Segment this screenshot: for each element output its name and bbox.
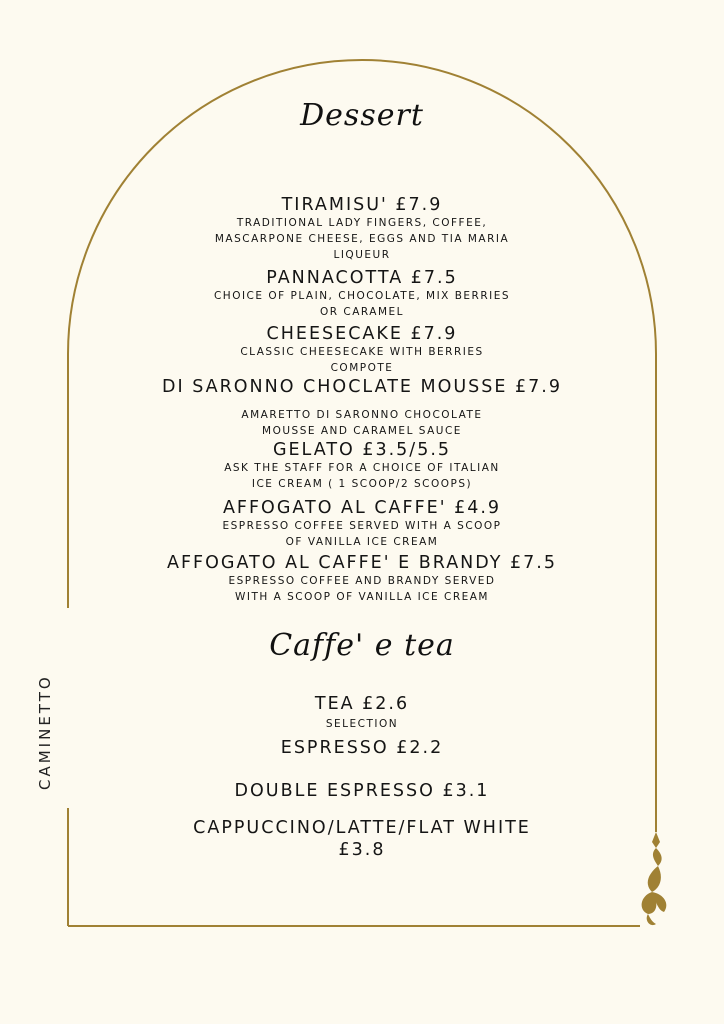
menu-item-double-espresso <box>140 781 584 801</box>
item-title-price: £3.8 <box>338 840 386 860</box>
dessert-section-title: Dessert <box>300 98 424 133</box>
item-desc-line: TRADITIONAL LADY FINGERS, COFFEE, <box>236 217 488 229</box>
item-desc-line: OF VANILLA ICE CREAM <box>285 536 439 548</box>
item-title: GELATO £3.5/5.5 <box>272 440 452 460</box>
menu-item-gelato <box>140 440 584 492</box>
item-title: PANNACOTTA £7.5 <box>266 268 458 288</box>
item-title: ESPRESSO £2.2 <box>280 738 444 758</box>
item-desc-line: ASK THE STAFF FOR A CHOICE OF ITALIAN <box>224 462 500 474</box>
menu-item-espresso <box>140 738 584 758</box>
item-title: TIRAMISU' £7.9 <box>281 195 443 215</box>
item-desc-line: COMPOTE <box>330 362 394 374</box>
item-desc-line: CLASSIC CHEESECAKE WITH BERRIES <box>240 346 484 358</box>
item-desc-line: MOUSSE AND CARAMEL SAUCE <box>262 425 462 437</box>
item-desc-line: OR CARAMEL <box>319 306 404 318</box>
item-title: AFFOGATO AL CAFFE' E BRANDY £7.5 <box>167 553 557 573</box>
menu-item-tiramisu <box>140 195 584 263</box>
item-desc-line: ESPRESSO COFFEE AND BRANDY SERVED <box>228 575 496 587</box>
item-desc-line: ICE CREAM ( 1 SCOOP/2 SCOOPS) <box>251 478 473 490</box>
menu-item-di-saronno-mousse <box>140 377 584 439</box>
item-title: DI SARONNO CHOCLATE MOUSSE £7.9 <box>162 377 562 397</box>
item-title: AFFOGATO AL CAFFE' £4.9 <box>222 498 502 518</box>
item-desc-line: LIQUEUR <box>333 249 391 261</box>
item-desc-line: ESPRESSO COFFEE SERVED WITH A SCOOP <box>222 520 502 532</box>
item-title: CHEESECAKE £7.9 <box>266 324 458 344</box>
gold-finial-ornament-icon <box>630 832 682 928</box>
item-desc-line: MASCARPONE CHEESE, EGGS AND TIA MARIA <box>214 233 510 245</box>
menu-item-affogato <box>140 498 584 550</box>
menu-item-affogato-brandy <box>140 553 584 605</box>
menu-item-cappuccino <box>140 818 584 860</box>
caffe-section-title: Caffe' e tea <box>269 628 455 663</box>
item-desc-line: AMARETTO DI SARONNO CHOCOLATE <box>241 409 483 421</box>
item-desc-line: CHOICE OF PLAIN, CHOCOLATE, MIX BERRIES <box>213 290 511 302</box>
item-desc-line: WITH A SCOOP OF VANILLA ICE CREAM <box>235 591 489 603</box>
menu-item-pannacotta <box>140 268 584 320</box>
item-title: CAPPUCCINO/LATTE/FLAT WHITE <box>193 818 531 838</box>
item-title: TEA £2.6 <box>314 694 410 714</box>
caminetto-side-label: CAMINETTO <box>36 674 54 790</box>
item-title: DOUBLE ESPRESSO £3.1 <box>234 781 490 801</box>
menu-item-tea <box>140 694 584 732</box>
item-desc-line: SELECTION <box>325 718 399 730</box>
menu-item-cheesecake <box>140 324 584 376</box>
